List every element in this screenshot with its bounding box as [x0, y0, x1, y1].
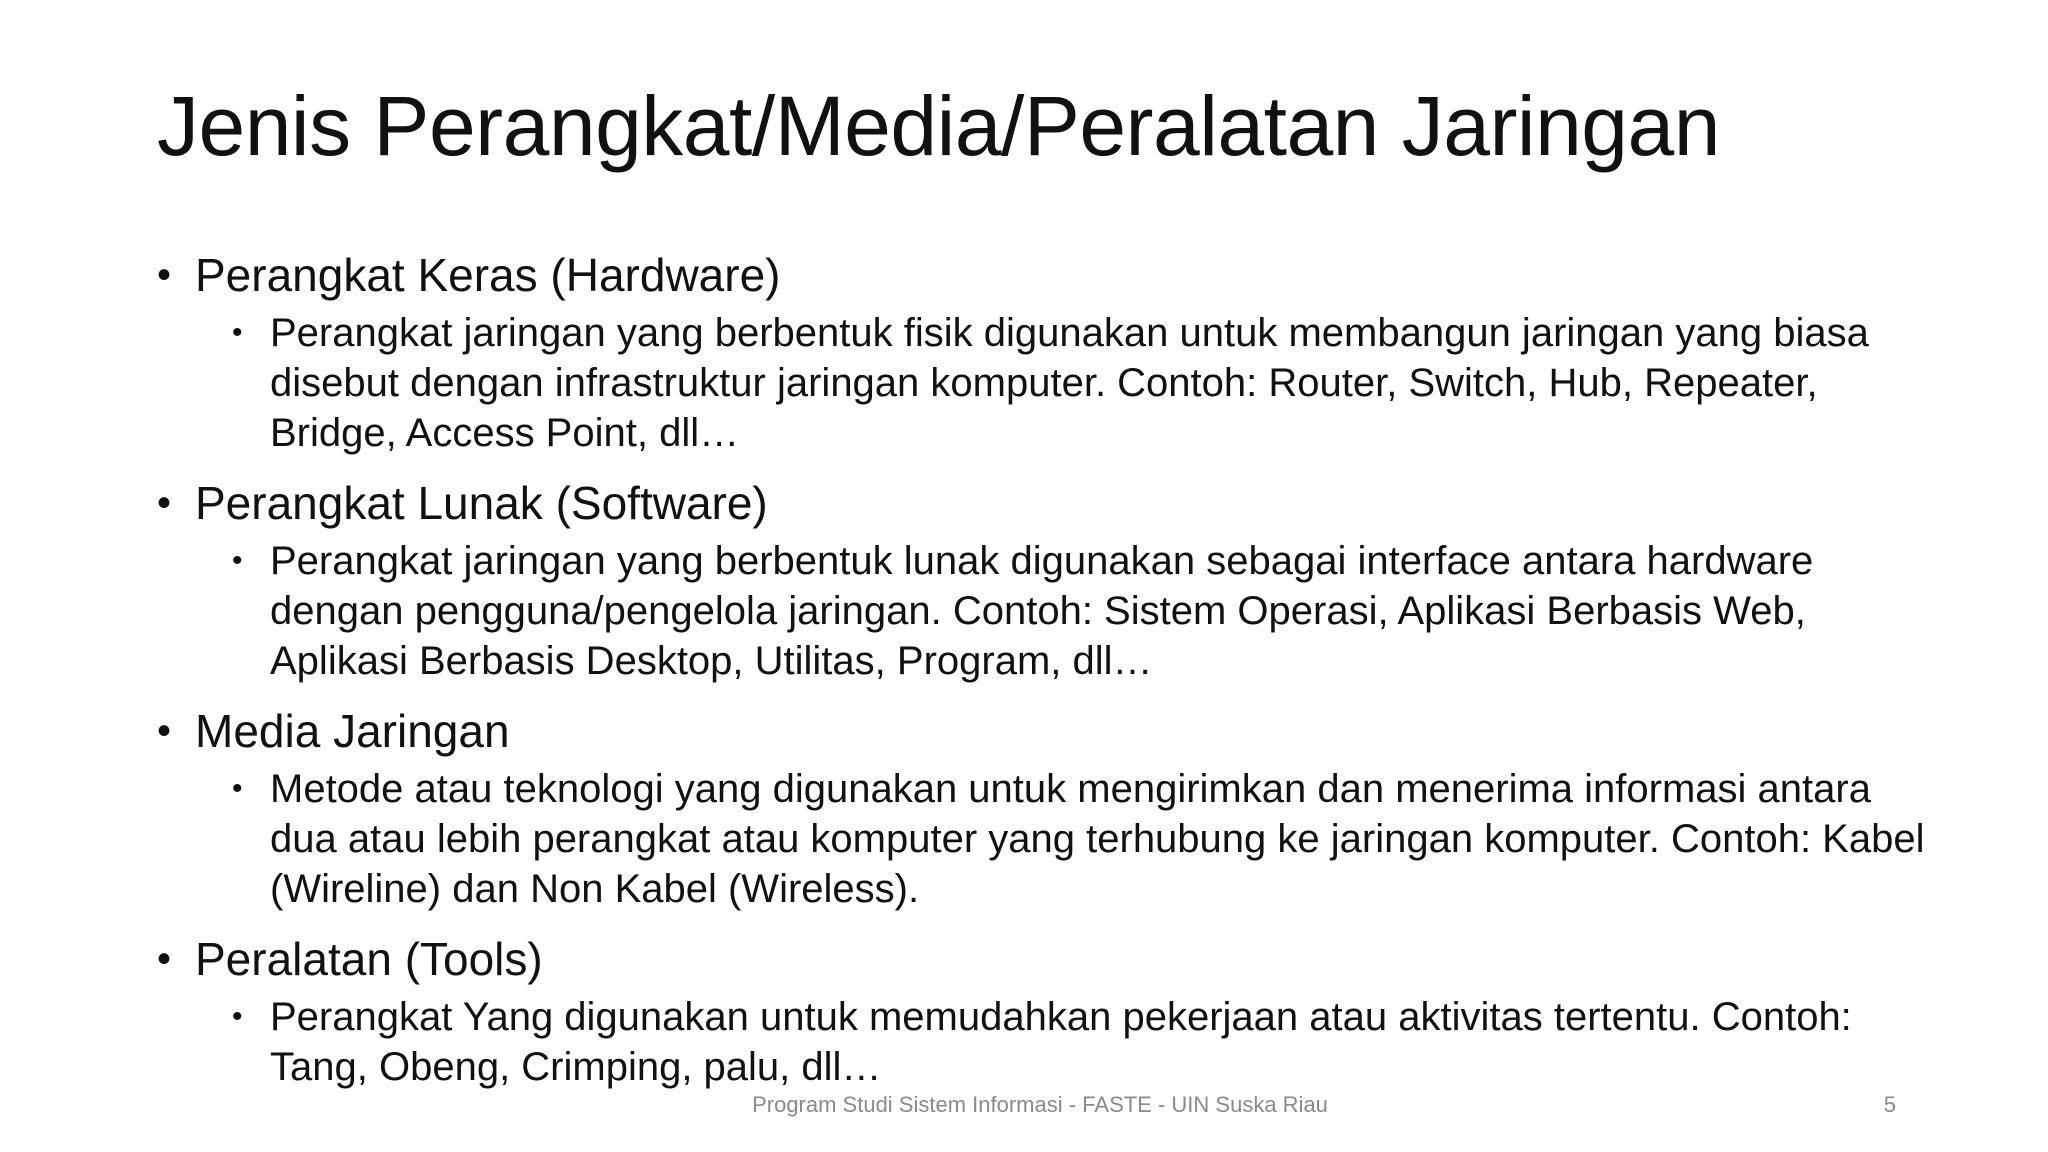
section-media	[157, 698, 1937, 914]
sub-bullet-software	[232, 536, 1937, 686]
sub-bullet-hardware	[232, 308, 1937, 458]
bullet-icon: •	[157, 481, 172, 525]
section-software	[157, 470, 1937, 686]
heading-software: Perangkat Lunak (Software)	[195, 477, 768, 529]
bullet-icon: •	[157, 253, 172, 297]
bullet-icon: •	[232, 772, 243, 805]
detail-hardware: Perangkat jaringan yang berbentuk fisik digunakan untuk membangun jaringan yang biasa disebut dengan infrastruktur jaringan komputer. Contoh: Router, Switch, Hub, Repeater, Bridge, Access Point, dll…	[270, 311, 1869, 455]
bullet-software	[157, 470, 1937, 536]
slide-content	[157, 242, 1937, 1104]
heading-tools: Peralatan (Tools)	[195, 933, 543, 985]
bullet-tools	[157, 926, 1937, 992]
heading-media: Media Jaringan	[195, 705, 510, 757]
detail-tools: Perangkat Yang digunakan untuk memudahkan pekerjaan atau aktivitas tertentu. Contoh: Tang, Obeng, Crimping, palu, dll…	[270, 995, 1852, 1089]
bullet-hardware	[157, 242, 1937, 308]
bullet-icon: •	[232, 1000, 243, 1033]
slide-footer: Program Studi Sistem Informasi - FASTE - UIN Suska Riau	[752, 1092, 1328, 1117]
bullet-icon: •	[232, 544, 243, 577]
heading-hardware: Perangkat Keras (Hardware)	[195, 249, 781, 301]
section-hardware	[157, 242, 1937, 458]
bullet-icon: •	[157, 709, 172, 753]
sub-bullet-tools	[232, 992, 1937, 1092]
detail-media: Metode atau teknologi yang digunakan untuk mengirimkan dan menerima informasi antara dua atau lebih perangkat atau komputer yang terhubung ke jaringan komputer. Contoh: Kabel (Wireline) dan Non Kabel (Wireless).	[270, 767, 1925, 911]
section-tools	[157, 926, 1937, 1092]
slide-title: Jenis Perangkat/Media/Peralatan Jaringan	[157, 79, 1720, 173]
bullet-icon: •	[157, 937, 172, 981]
page-number: 5	[1883, 1092, 1896, 1117]
sub-bullet-media	[232, 764, 1937, 914]
detail-software: Perangkat jaringan yang berbentuk lunak digunakan sebagai interface antara hardware dengan pengguna/pengelola jaringan. Contoh: Sistem Operasi, Aplikasi Berbasis Web, Aplikasi Berbasis Desktop, Utilitas, Program, dll…	[270, 539, 1814, 683]
bullet-media	[157, 698, 1937, 764]
bullet-icon: •	[232, 316, 243, 349]
